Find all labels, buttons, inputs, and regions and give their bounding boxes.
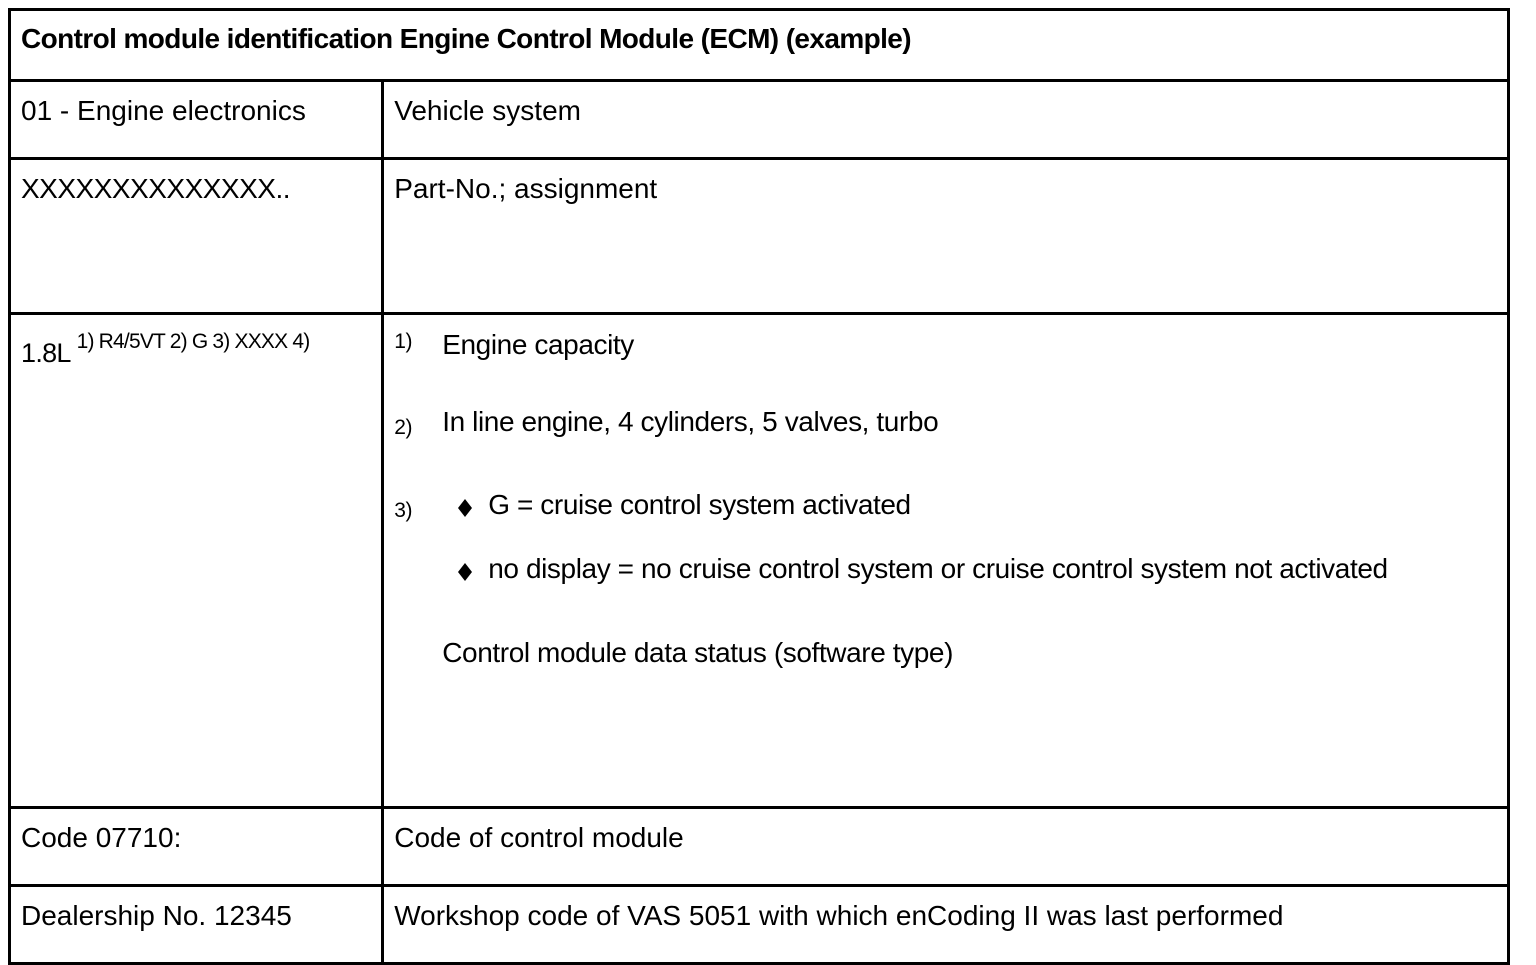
bullet-text: no display = no cruise control system or cruise control system not activated [488,553,1388,584]
system-description: Vehicle system [383,81,1509,159]
table-row-dealership [10,886,1509,964]
part-number-value: XXXXXXXXXXXXXX.. [10,159,383,314]
note-number: 3) [394,499,413,522]
bullet-cruise-active [458,491,1497,519]
table-row-engine [10,314,1509,808]
engine-code-cell [10,314,383,808]
part-number-description: Part-No.; assignment [383,159,1509,314]
note-engine-type [394,406,1497,439]
dealership-value: Dealership No. 12345 [10,886,383,964]
engine-capacity-value: 1.8L [21,338,70,368]
diamond-bullet-icon [458,494,472,512]
data-status-text: Control module data status (software type) [442,637,954,668]
ecm-identification-table [8,8,1510,965]
note-cruise-control [394,491,1497,583]
bullet-text: G = cruise control system activated [488,489,911,520]
table-row-part-number [10,159,1509,314]
table-row-vehicle-system [10,81,1509,159]
code-value: Code 07710: [10,808,383,886]
note-number: 2) [394,416,413,439]
code-description: Code of control module [383,808,1509,886]
dealership-description: Workshop code of VAS 5051 with which enCoding II was last performed [383,886,1509,964]
note-text: In line engine, 4 cylinders, 5 valves, turbo [442,406,939,437]
table-title-row [10,10,1509,81]
note-engine-capacity [394,331,1497,359]
engine-code-superscripts: 1) R4/5VT 2) G 3) XXXX 4) [76,330,310,353]
note-text: Engine capacity [442,329,634,360]
engine-code [21,331,371,367]
system-value: 01 - Engine electronics [10,81,383,159]
engine-notes-cell [383,314,1509,808]
bullet-cruise-inactive [458,555,1497,583]
table-row-code [10,808,1509,886]
diamond-bullet-icon [458,558,472,576]
note-number: 1) [394,330,413,353]
table-title: Control module identification Engine Control Module (ECM) (example) [10,10,1509,81]
